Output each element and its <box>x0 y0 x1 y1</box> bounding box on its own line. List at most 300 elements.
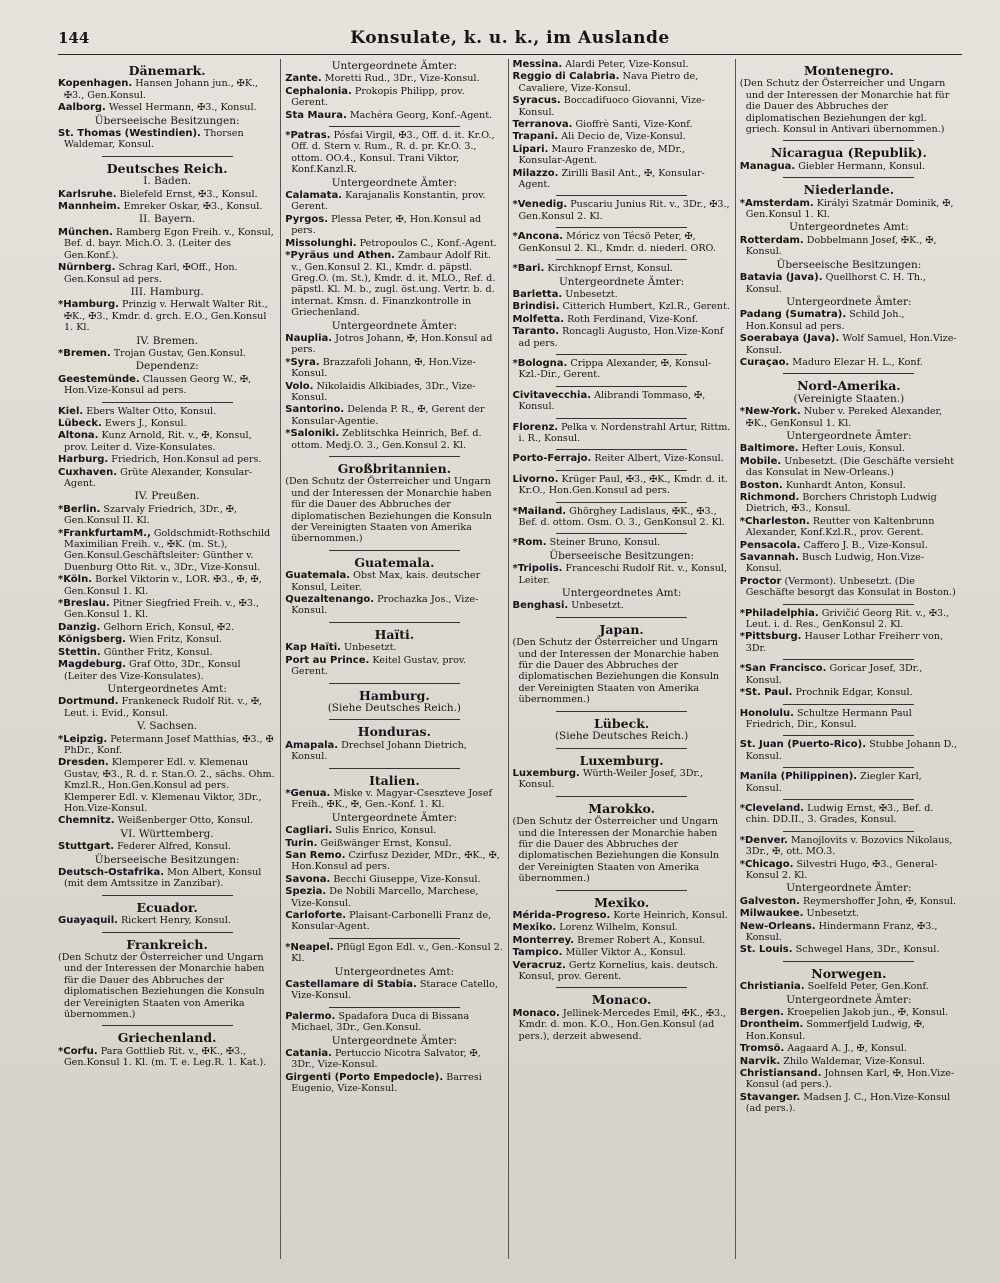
consul-details: Giebler Hermann, Konsul. <box>798 160 926 172</box>
subsection-heading: IV. Bremen. <box>136 334 199 347</box>
place-name: St. Louis. <box>739 944 793 956</box>
consul-details: Schrag Karl, ✠Off., Hon. Gen.Konsul ad pers. <box>64 262 238 285</box>
place-name: *Köln. <box>58 574 93 586</box>
place-name: Stuttgart. <box>58 841 115 853</box>
consulate-entry <box>740 739 958 762</box>
consulate-entry <box>285 594 503 617</box>
place-name: *Rom. <box>512 537 547 549</box>
subsection-heading: Untergeordnetes Amt: <box>789 221 909 234</box>
consul-details: Ludwig Ernst, ✠3., Bef. d. chin. DD.II., 3. Grades, Konsul. <box>745 802 934 826</box>
consul-details: Unbesetzt. (Die Geschäfte versieht das Konsulat in New-Orleans.) <box>745 455 955 479</box>
consul-details: Petropoulos C., Konf.-Agent. <box>359 237 497 249</box>
subsection-heading: Überseeische Besitzungen: <box>94 853 240 866</box>
place-name: Kap Haïti. <box>285 642 341 654</box>
section-divider <box>329 768 460 769</box>
consul-details: Reymershoffer John, ✠, Konsul. <box>803 895 957 907</box>
consul-details: Unbesetzt. <box>565 288 618 300</box>
section-divider <box>329 1007 460 1008</box>
consulate-entry <box>513 390 731 413</box>
consulate-entry <box>58 348 276 359</box>
section-divider <box>556 533 687 534</box>
section-divider <box>783 659 914 660</box>
consul-details: Ebers Walter Otto, Konsul. <box>86 405 217 417</box>
running-head: Konsulate, k. u. k., im Auslande <box>350 28 670 48</box>
subsection-heading: (Vereinigte Staaten.) <box>793 392 905 405</box>
section-heading: Dänemark. <box>128 63 206 78</box>
consul-details: Roncagli Augusto, Hon.Vize-Konf ad pers. <box>518 326 724 349</box>
subsection-heading: Untergeordnete Ämter: <box>331 60 458 72</box>
consul-details: Quellhorst C. H. Th., Konsul. <box>745 272 927 295</box>
consulate-entry <box>58 757 276 814</box>
consulate-entry <box>285 214 503 237</box>
consul-details: Kroepelien Jakob jun., ✠, Konsul. <box>787 1007 949 1019</box>
consulate-entry <box>285 850 503 873</box>
section-divider <box>556 796 687 797</box>
consulate-entry <box>285 250 503 318</box>
place-name: *Hamburg. <box>58 299 119 311</box>
section-heading: Japan. <box>599 621 644 637</box>
place-name: *Bari. <box>512 263 545 275</box>
consulate-entry <box>58 574 276 597</box>
place-name: *Venedig. <box>512 199 568 211</box>
consulate-entry <box>513 1008 731 1042</box>
consulate-entry <box>513 537 731 548</box>
consul-details: Mauro Franzesko de, MDr., Konsular-Agent. <box>518 143 686 167</box>
place-name: *Leipzig. <box>58 733 108 745</box>
consul-details: Steiner Bruno, Konsul. <box>549 537 661 549</box>
place-name: Batavia (Java). <box>739 272 823 284</box>
consulate-entry <box>740 981 958 992</box>
consulate-entry <box>58 734 276 757</box>
consulate-entry <box>740 443 958 454</box>
section-heading: Mexiko. <box>594 894 650 910</box>
consul-details: Hefter Louis, Konsul. <box>801 443 905 455</box>
consul-details: Borchers Christoph Ludwig Dietrich, ✠3., Konsul. <box>745 492 937 515</box>
place-name: Port au Prince. <box>285 654 370 666</box>
consul-details: Madsen J. C., Hon.Vize-Konsul (ad pers.). <box>745 1091 951 1115</box>
consul-details: Grüte Alexander, Konsular-Agent. <box>64 466 253 489</box>
consul-details: Reiter Albert, Vize-Konsul. <box>594 453 724 465</box>
consulate-entry <box>58 227 276 261</box>
consul-details: De Nobili Marcello, Marchese, Vize-Konsul. <box>291 886 479 909</box>
section-divider <box>556 418 687 419</box>
place-name: Galveston. <box>739 895 800 907</box>
place-name: Curaçao. <box>739 356 790 368</box>
consulate-entry <box>58 189 276 200</box>
place-name: Lübeck. <box>58 417 102 429</box>
place-name: Cephalonia. <box>285 85 352 97</box>
place-name: *FrankfurtamM., <box>58 527 151 539</box>
section-heading: Griechenland. <box>117 1030 217 1046</box>
consul-details: Pitner Siegfried Freih. v., ✠3., Gen.Konsul 1. Kl. <box>64 598 260 621</box>
consulate-entry <box>58 406 276 417</box>
consul-details: Drechsel Johann Dietrich, Konsul. <box>291 739 467 763</box>
consulate-entry <box>285 73 503 84</box>
consul-details: Plessa Peter, ✠, Hon.Konsul ad pers. <box>291 213 482 237</box>
place-name: *Chicago. <box>739 858 794 870</box>
place-name: Guatemala. <box>285 570 351 582</box>
consul-details: Zirilli Basil Ant., ✠, Konsular-Agent. <box>518 167 705 191</box>
consul-details: Rickert Henry, Konsul. <box>121 915 231 927</box>
consul-details: Stubbe Johann D., Konsul. <box>745 739 958 762</box>
place-name: Porto-Ferrajo. <box>512 453 592 465</box>
place-name: Pensacola. <box>739 539 801 551</box>
place-name: Veracruz. <box>512 959 566 971</box>
consulate-entry <box>740 198 958 221</box>
consul-details: Müller Viktor A., Konsul. <box>565 947 686 959</box>
place-name: Soerabaya (Java). <box>739 333 840 345</box>
consul-details: Gertz Kornelius, kais. deutsch. Konsul, prov. Gerent. <box>518 959 719 982</box>
subsection-heading: (Siehe Deutsches Reich.) <box>554 730 689 743</box>
consul-details: Roth Ferdinand, Vize-Konf. <box>567 313 698 325</box>
consulate-entry <box>58 102 276 113</box>
place-name: Manila (Philippinen). <box>739 771 858 783</box>
consul-details: Unbesetzt. <box>571 600 624 612</box>
consul-details: Czirfusz Dezider, MDr., ✠K., ✠, Hon.Konsul ad pers. <box>291 849 500 873</box>
consul-details: Crippa Alexander, ✠, Konsul-Kzl.-Dir., Gerent. <box>518 357 712 381</box>
section-divider <box>556 617 687 618</box>
consulate-entry <box>58 430 276 453</box>
consulate-entry <box>740 687 958 698</box>
consulate-entry <box>740 406 958 429</box>
consulate-entry <box>58 78 276 101</box>
page-header <box>58 28 962 55</box>
consulate-entry <box>513 144 731 167</box>
consulate-entry <box>740 552 958 575</box>
consul-details: Silvestri Hugo, ✠3., General-Konsul 2. Kl. <box>745 858 938 881</box>
place-name: Mexiko. <box>512 922 557 934</box>
place-name: Karlsruhe. <box>58 188 117 200</box>
section-heading: Frankreich. <box>126 936 208 952</box>
consulate-entry <box>740 835 958 858</box>
place-name: *Tripolis. <box>512 563 563 575</box>
section-divider <box>556 354 687 355</box>
section-heading: Norwegen. <box>811 965 887 981</box>
consulate-entry <box>740 1007 958 1018</box>
section-heading: Montenegro. <box>803 63 894 78</box>
section-divider <box>329 622 460 623</box>
consul-details: Krüger Paul, ✠3., ✠K., Kmdr. d. it. Kr.O., Hon.Gen.Konsul ad pers. <box>518 473 728 497</box>
place-name: Molfetta. <box>512 313 564 325</box>
place-name: Carloforte. <box>285 910 347 921</box>
consul-details: Ewers J., Konsul. <box>104 417 187 429</box>
section-divider <box>102 402 233 403</box>
place-name: *Corfu. <box>58 1045 98 1057</box>
section-divider <box>783 799 914 800</box>
consulate-entry <box>513 168 731 191</box>
place-name: St. Juan (Puerto-Rico). <box>739 739 867 751</box>
place-name: *Genua. <box>285 787 331 799</box>
place-name: Taranto. <box>512 326 560 338</box>
subsection-heading: Überseeische Besitzungen: <box>94 114 240 127</box>
place-name: *Cleveland. <box>739 802 805 814</box>
consulate-entry <box>285 1011 503 1034</box>
consul-details: Starace Catello, Vize-Konsul. <box>291 979 498 1002</box>
consul-details: Zhilo Waldemar, Vize-Konsul. <box>783 1055 926 1067</box>
consulate-entry <box>513 935 731 946</box>
consul-details: (Vermont). Unbesetzt. (Die Geschäfte besorgt das Konsulat in Boston.) <box>745 575 956 599</box>
consulate-entry <box>740 1043 958 1054</box>
protection-note: (Den Schutz der Österreicher und Ungarn und der Interessen der Monarchie haben für die Dauer des Abbruches der diplomatischen Beziehungen die Konsuln der Vereinigten Staaten von Amerika übernommen.) <box>512 637 720 706</box>
consulate-entry <box>513 231 731 254</box>
consul-details: Pflügl Egon Edl. v., Gen.-Konsul 2. Kl. <box>291 941 503 965</box>
section-divider <box>556 748 687 749</box>
consulate-entry <box>513 768 731 791</box>
consul-details: Klemperer Edl. v. Klemenau Gustav, ✠3., R. d. r. Stan.O. 2., sächs. Ohm. Kmzl.R., Hon.Gen.Konsul ad pers. Klemperer Edl. v. Klemenau Viktor, 3Dr., Hon.Vize-Konsul. <box>64 757 275 814</box>
section-heading: Deutsches Reich. <box>106 160 228 176</box>
consulate-entry <box>740 1056 958 1067</box>
consulate-entry <box>58 299 276 333</box>
place-name: *Patras. <box>285 130 331 142</box>
consul-details: Claussen Georg W., ✠, Hon.Vize-Konsul ad pers. <box>64 373 252 397</box>
consul-details: Miske v. Magyar-Cseszteve Josef Freih., ✠K., ✠, Gen.-Konf. 1. Kl. <box>291 787 493 811</box>
place-name: Syracus. <box>512 95 561 107</box>
place-name: *Bologna. <box>512 357 568 369</box>
subsection-heading: Untergeordnetes Amt: <box>561 587 682 600</box>
column-3 <box>508 59 735 1259</box>
section-divider <box>783 831 914 832</box>
consul-details: Graf Otto, 3Dr., Konsul (Leiter des Vize-Konsulates). <box>64 659 241 682</box>
consul-details: Karajanalis Konstantin, prov. Gerent. <box>291 190 486 213</box>
subsection-heading: VI. Württemberg. <box>120 827 214 840</box>
consul-details: Johnsen Karl, ✠, Hon.Vize-Konsul (ad pers.). <box>745 1068 955 1091</box>
consulate-entry <box>740 272 958 295</box>
page-number: 144 <box>58 29 90 47</box>
consul-details: Ali Decio de, Vize-Konsul. <box>561 131 686 143</box>
section-divider <box>329 938 460 939</box>
consul-details: Wien Fritz, Konsul. <box>129 634 223 646</box>
place-name: Castellamare di Stabia. <box>285 979 417 991</box>
consul-details: Delenda P. R., ✠, Gerent der Konsular-Agentie. <box>291 404 485 427</box>
consulate-entry <box>740 540 958 551</box>
subsection-heading: Untergeordnete Ämter: <box>331 319 458 332</box>
column-4 <box>735 59 962 1259</box>
consulate-entry <box>740 631 958 654</box>
consul-details: Ghörghey Ladislaus, ✠K., ✠3., Bef. d. ottom. Osm. O. 3., GenKonsul 2. Kl. <box>518 505 725 528</box>
place-name: Amapala. <box>285 739 339 751</box>
consulate-entry <box>740 708 958 731</box>
subsection-heading: (Siehe Deutsches Reich.) <box>327 701 462 714</box>
consulate-entry <box>740 235 958 258</box>
protection-note: (Den Schutz der Österreicher und Ungarn und der Interessen der Monarchie hat für die Dauer des Abbruches der diplomatischen Beziehungen der kgl. griech. Konsul in Antivari übernommen.) <box>739 78 950 136</box>
consul-details: Unbesetzt. <box>806 908 859 920</box>
place-name: Savona. <box>285 873 331 885</box>
subsection-heading: I. Baden. <box>143 175 192 188</box>
consul-details: Nuber v. Pereked Alexander, ✠K., GenKonsul 1. Kl. <box>745 406 943 429</box>
consulate-entry <box>513 453 731 464</box>
consul-details: Frankeneck Rudolf Rit. v., ✠, Leut. i. Evid., Konsul. <box>64 696 263 719</box>
consul-details: Hansen Johann jun., ✠K., ✠3., Gen.Konsul. <box>64 78 259 101</box>
consulate-entry <box>513 71 731 94</box>
section-divider <box>556 890 687 891</box>
consulate-entry <box>285 1072 503 1095</box>
place-name: *St. Paul. <box>739 687 793 699</box>
place-name: Cagliari. <box>285 825 333 837</box>
place-name: Zante. <box>285 73 322 85</box>
place-name: Padang (Sumatra). <box>739 309 847 321</box>
consul-details: Sommerfjeld Ludwig, ✠, Hon.Konsul. <box>745 1019 925 1042</box>
consul-details: Zambaur Adolf Rit. v., Gen.Konsul 2. Kl., Kmdr. d. päpstl. Greg.O. (m. St.), Kmdr. d. it. MLO., Ref. d. päpstl. Kl. M. b., zugl. öst.ung. Vertr. b. d. internat. Kmsn. d. Finanzkontrolle in Griechenland. <box>291 250 496 319</box>
place-name: Palermo. <box>285 1010 336 1022</box>
consul-details: Para Gottlieb Rit. v., ✠K., ✠3., Gen.Konsul 1. Kl. (m. T. e. Leg.R. 1. Kat.). <box>64 1045 267 1069</box>
consul-details: Borkel Viktorin v., LOR. ✠3., ✠, ✠, Gen.Konsul 1. Kl. <box>64 574 262 597</box>
consul-details: Lorenz Wilhelm, Konsul. <box>559 922 678 934</box>
text-columns <box>58 59 962 1259</box>
place-name: Civitavecchia. <box>512 389 591 401</box>
section-heading: Nicaragua (Republik). <box>770 145 927 161</box>
consulate-entry <box>58 696 276 719</box>
consulate-entry <box>740 492 958 515</box>
place-name: Managua. <box>739 160 796 172</box>
consul-details: Gelhorn Erich, Konsul, ✠2. <box>103 621 235 633</box>
place-name: Spezia. <box>285 886 327 898</box>
consul-details: Kunz Arnold, Rit. v., ✠, Konsul, prov. Leiter d. Vize-Konsulates. <box>64 430 252 453</box>
consulate-entry <box>740 663 958 686</box>
subsection-heading: Untergeordnetes Amt: <box>334 965 455 978</box>
consulate-entry <box>285 381 503 404</box>
consulate-entry <box>740 357 958 368</box>
section-divider <box>783 704 914 705</box>
section-heading: Großbritannien. <box>337 461 452 476</box>
place-name: *Syra. <box>285 356 320 368</box>
consul-details: Franceschi Rudolf Rit. v., Konsul, Leiter. <box>518 563 728 586</box>
place-name: Sta Maura. <box>285 109 347 121</box>
place-name: Milwaukee. <box>739 908 804 920</box>
consulate-entry <box>513 119 731 130</box>
section-divider <box>556 386 687 387</box>
consulate-entry <box>58 867 276 890</box>
consul-details: Hindermann Franz, ✠3., Konsul. <box>745 920 938 943</box>
consul-details: Caffero J. B., Vize-Konsul. <box>803 539 928 551</box>
consul-details: Citterich Humbert, Kzl.R., Gerent. <box>562 301 730 313</box>
consulate-entry <box>513 131 731 142</box>
section-divider <box>556 195 687 196</box>
place-name: Pyrgos. <box>285 213 328 225</box>
place-name: Trapani. <box>512 131 559 143</box>
place-name: Benghasi. <box>512 600 569 612</box>
consulate-entry <box>740 161 958 172</box>
place-name: Cuxhaven. <box>58 466 117 478</box>
consul-details: Jellinek-Mercedes Emil, ✠K., ✠3., Kmdr. d. mon. K.O., Hon.Gen.Konsul (ad pers.), derzeit abwesend. <box>518 1007 727 1042</box>
place-name: Guayaquil. <box>58 915 118 927</box>
place-name: Mérida-Progreso. <box>512 909 611 921</box>
place-name: Livorno. <box>512 473 559 485</box>
place-name: *Saloniki. <box>285 428 340 440</box>
section-heading: Monaco. <box>591 992 652 1008</box>
consulate-entry <box>285 1048 503 1071</box>
consul-details: Nikolaidis Alkibiades, 3Dr., Vize-Konsul. <box>291 380 476 403</box>
consul-details: Keitel Gustav, prov. Gerent. <box>291 654 467 678</box>
place-name: Richmond. <box>739 492 800 503</box>
place-name: Drontheim. <box>739 1019 804 1031</box>
consulate-entry <box>58 841 276 852</box>
place-name: Stavanger. <box>739 1091 801 1103</box>
consulate-entry <box>513 506 731 529</box>
consulate-entry <box>58 262 276 285</box>
place-name: Baltimore. <box>739 443 799 455</box>
section-divider <box>329 719 460 720</box>
place-name: Nauplia. <box>285 332 333 344</box>
consulate-entry <box>513 301 731 312</box>
consulate-entry <box>513 358 731 381</box>
consul-details: Petermann Josef Matthias, ✠3., ✠ PhDr., Konf. <box>64 733 274 756</box>
place-name: Missolunghi. <box>285 237 357 249</box>
consulate-entry <box>58 418 276 429</box>
section-heading: Niederlande. <box>803 182 895 198</box>
place-name: Brindisi. <box>512 301 560 313</box>
place-name: Bergen. <box>739 1007 784 1019</box>
consulate-entry <box>285 570 503 593</box>
place-name: Boston. <box>739 479 783 491</box>
place-name: Calamata. <box>285 190 343 202</box>
place-name: München. <box>58 226 113 238</box>
place-name: Mannheim. <box>58 201 121 213</box>
section-divider <box>102 932 233 933</box>
consulate-entry <box>285 874 503 885</box>
place-name: Rotterdam. <box>739 234 804 246</box>
consulate-entry <box>513 289 731 300</box>
consul-details: Geißwänger Ernst, Konsul. <box>320 837 452 849</box>
place-name: Honolulu. <box>739 707 794 719</box>
section-divider <box>556 502 687 503</box>
place-name: Barletta. <box>512 288 563 300</box>
consulate-entry <box>740 333 958 356</box>
place-name: *Amsterdam. <box>739 197 814 209</box>
place-name: Kiel. <box>58 405 84 417</box>
subsection-heading: Untergeordnete Ämter: <box>331 1034 458 1047</box>
consulate-entry <box>58 598 276 621</box>
consulate-entry <box>285 942 503 965</box>
consulate-entry <box>513 422 731 445</box>
place-name: Tampico. <box>512 947 563 959</box>
consulate-entry <box>513 326 731 349</box>
section-heading: Ecuador. <box>136 899 198 915</box>
consulate-entry <box>513 960 731 983</box>
consulate-entry <box>285 333 503 356</box>
consul-details: Grivičić Georg Rit. v., ✠3., Leut. i. d. Res., GenKonsul 2. Kl. <box>745 607 950 631</box>
section-divider <box>783 140 914 141</box>
place-name: *New-York. <box>739 406 801 418</box>
consulate-entry <box>513 910 731 921</box>
consul-details: Prokopis Philipp, prov. Gerent. <box>291 85 465 109</box>
place-name: Geestemünde. <box>58 373 140 385</box>
consul-details: Zeblitschka Heinrich, Bef. d. ottom. Medj.O. 3., Gen.Konsul 2. Kl. <box>291 428 482 451</box>
consulate-entry <box>58 528 276 574</box>
consul-details: Busch Ludwig, Hon.Vize-Konsul. <box>745 552 925 575</box>
consulate-entry <box>285 110 503 121</box>
consul-details: Királyi Szatmár Dominik, ✠, Gen.Konsul 1. Kl. <box>745 197 954 221</box>
section-divider <box>783 604 914 605</box>
section-divider <box>329 456 460 457</box>
subsection-heading: Überseeische Besitzungen: <box>776 258 922 271</box>
consul-details: Maduro Elezar H. L., Konf. <box>792 356 923 368</box>
consulate-entry <box>285 910 503 933</box>
consulate-entry <box>285 357 503 380</box>
consulate-entry <box>740 1068 958 1091</box>
place-name: Königsberg. <box>58 634 126 646</box>
place-name: Reggio di Calabria. <box>512 71 620 83</box>
consulate-entry <box>58 467 276 490</box>
consulate-entry <box>285 886 503 909</box>
consul-details: Bielefeld Ernst, ✠3., Konsul. <box>119 188 258 200</box>
consul-details: Puscariu Junius Rit. v., 3Dr., ✠3., Gen.Konsul 2. Kl. <box>518 199 730 222</box>
place-name: Dresden. <box>58 757 109 769</box>
place-name: Volo. <box>285 380 314 392</box>
consulate-entry <box>513 600 731 611</box>
consulate-entry <box>740 803 958 826</box>
consul-details: Becchi Giuseppe, Vize-Konsul. <box>333 873 481 885</box>
consul-details: Goricar Josef, 3Dr., Konsul. <box>745 663 923 686</box>
